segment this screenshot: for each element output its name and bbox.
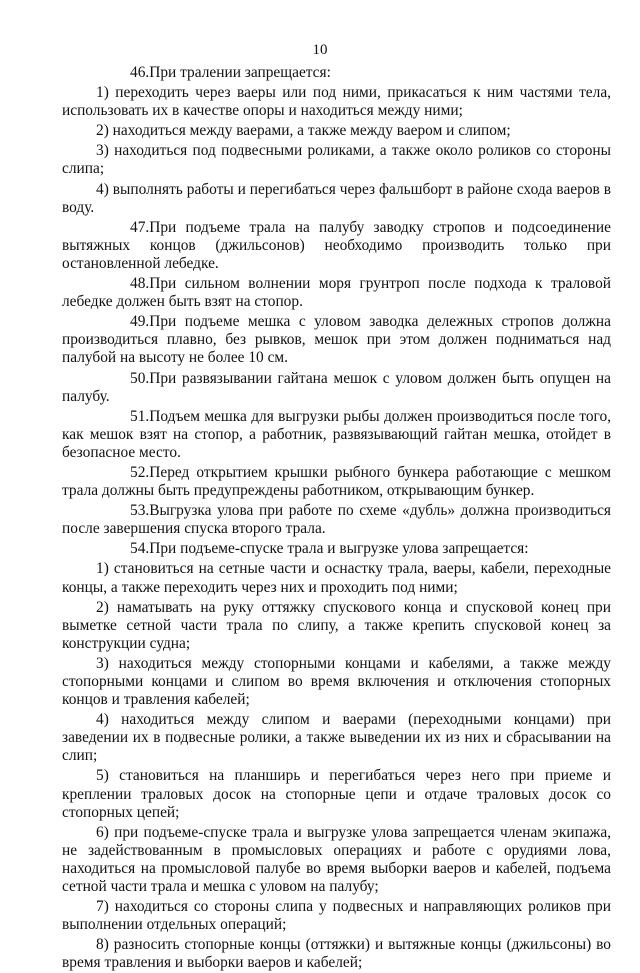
clause-number: 52. <box>130 463 150 481</box>
paragraph-text: 1) становиться на сетные части и оснастку трала, ваеры, кабели, переходные концы, а также переходить через них и проходить под ними; <box>62 560 611 596</box>
sub-item <box>62 560 611 596</box>
sub-item <box>62 898 611 934</box>
clause-number: 46. <box>130 64 150 81</box>
sub-item <box>62 181 611 217</box>
paragraph-text: 5) становиться на планширь и перегибаться через него при приеме и креплении траловых досок на стопорные цепи и отдаче траловых досок со стопорных цепей; <box>62 767 611 821</box>
paragraph-text: 3) находиться под подвесными роликами, а также около роликов со стороны слипа; <box>62 142 611 178</box>
clause-number: 50. <box>130 369 150 387</box>
clause-number: 47. <box>130 218 150 236</box>
sub-item <box>62 122 611 140</box>
sub-item <box>62 711 611 765</box>
sub-item <box>62 767 611 821</box>
paragraph-text: Перед открытием крышки рыбного бункера работающие с мешком трала должны быть предупреждены работником, открывающим бункер. <box>62 463 611 500</box>
paragraph-text: 2) находиться между ваерами, а также между ваером и слипом; <box>96 122 511 140</box>
clause-number: 48. <box>130 275 150 293</box>
paragraph-text: 6) при подъеме-спуске трала и выгрузке улова запрещается членам экипажа, не задействованным в промысловых операциях и работе с орудиями лова, находиться на промысловой палубе во время выборки ваеров и кабелей, подъема сетной части трала и мешка с уловом на палубу; <box>62 823 611 896</box>
paragraph-text: 4) находиться между слипом и ваерами (переходными концами) при заведении их в подвесные ролики, а также выведении их из них и сбрасывании на слип; <box>62 711 611 765</box>
paragraph-text: При развязывании гайтана мешок с уловом должен быть опущен на палубу. <box>62 369 611 405</box>
paragraph-text: 3) находиться между стопорными концами и кабелями, а также между стопорными концами и слипом во время включения и отключения стопорных концов и травления кабелей; <box>62 654 611 709</box>
clause-46 <box>62 64 611 82</box>
clause-52 <box>62 464 611 500</box>
paragraph-text: 2) наматывать на руку оттяжку спускового конца и спусковой конец при выметке сетной части трала по слипу, а также крепить спусковой конец за конструкции судна; <box>62 598 611 652</box>
paragraph-text: При сильном волнении моря грунтроп после подхода к траловой лебедке должен быть взят на стопор. <box>62 275 611 311</box>
sub-item <box>62 655 611 709</box>
sub-item <box>62 936 611 972</box>
clause-number: 53. <box>130 502 150 520</box>
sub-item <box>62 599 611 653</box>
clause-number: 51. <box>130 407 150 425</box>
clause-number: 54. <box>130 540 150 558</box>
clause-48 <box>62 275 611 311</box>
clause-51 <box>62 408 611 462</box>
clause-53 <box>62 502 611 538</box>
paragraph-text: При подъеме трала на палубу заводку стропов и подсоединение вытяжных концов (джильсонов) необходимо производить только при остановленной лебедке. <box>62 218 611 272</box>
clause-49 <box>62 313 611 367</box>
paragraph-text: 4) выполнять работы и перегибаться через фальшборт в районе схода ваеров в воду. <box>62 180 611 216</box>
paragraph-text: При подъеме мешка с уловом заводка дележных стропов должна производиться плавно, без рывков, мешок при этом должен подниматься над палубой на высоту не более 10 см. <box>62 313 611 367</box>
clause-number: 49. <box>130 313 150 331</box>
clause-50 <box>62 370 611 406</box>
clause-47 <box>62 219 611 273</box>
paragraph-text: Подъем мешка для выгрузки рыбы должен производиться после того, как мешок взят на стопор, а работник, развязывающий гайтан мешка, отойдет в безопасное место. <box>62 407 611 461</box>
paragraph-text: 7) находиться со стороны слипа у подвесных и направляющих роликов при выполнении отдельных операций; <box>62 898 611 934</box>
paragraph-text: При тралении запрещается: <box>149 64 331 81</box>
document-body <box>62 64 611 973</box>
page-number: 10 <box>312 42 328 58</box>
paragraph-text: При подъеме-спуске трала и выгрузке улова запрещается: <box>149 540 529 558</box>
sub-item <box>62 142 611 178</box>
paragraph-text: 1) переходить через ваеры или под ними, прикасаться к ним частями тела, использовать их в качестве опоры и находиться между ними; <box>62 84 611 120</box>
paragraph-text: 8) разносить стопорные концы (оттяжки) и вытяжные концы (джильсоны) во время травления и выборки ваеров и кабелей; <box>62 936 611 972</box>
sub-item <box>62 824 611 896</box>
paragraph-text: Выгрузка улова при работе по схеме «дубль» должна производиться после завершения спуска второго трала. <box>62 502 611 538</box>
clause-54 <box>62 540 611 558</box>
sub-item <box>62 84 611 120</box>
